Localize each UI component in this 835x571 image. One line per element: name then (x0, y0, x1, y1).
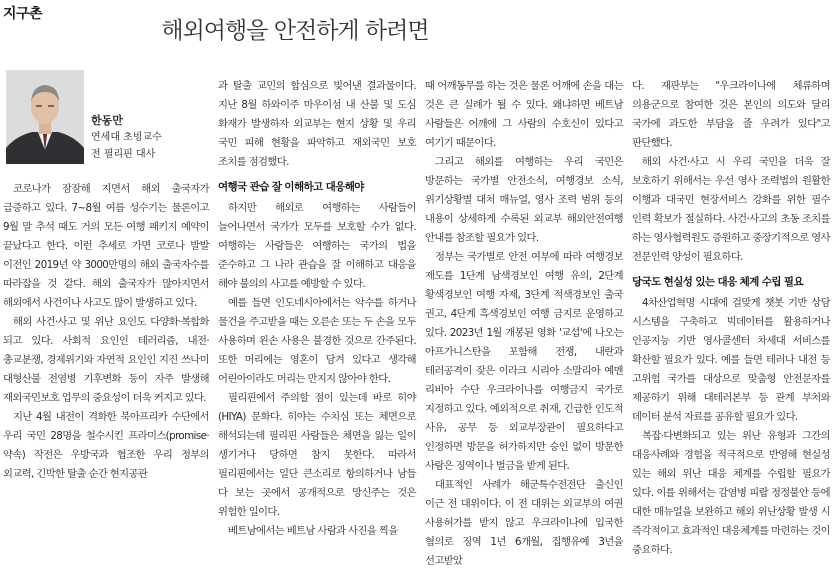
author-title-1: 연세대 초빙교수 (91, 132, 162, 143)
paragraph: 해외 사건·사고 및 위난 요인도 다양화·복합화 되고 있다. 사회적 요인인 테러리즘, 내전·총교분쟁, 경제위기와 자연적 요인인 지진 쓰나미 대형산불 전염병 기후변화 등이 자주 발생해 재외국민보호 업무의 중요성이 더욱 커지고 있다. (3, 316, 209, 404)
paragraph: 하지만 해외로 여행하는 사람들이 늘어나면서 국가가 모두를 보호할 수가 없다. 여행하는 사람들은 여행하는 국가의 법을 준수하고 그 나라 관습을 잘 이해하고 대응을 해야 불의의 사고를 예방할 수 있다. (218, 202, 416, 290)
paragraph: 그리고 해외를 여행하는 우리 국민은 방문하는 국가별 안전소식, 여행경보 소식, 위기상황별 대처 매뉴얼, 영사 조력 범위 등의 내용이 상세하게 수록된 외교부 해외안전여행 안내를 참조할 필요가 있다. (425, 156, 623, 244)
paragraph: 4차산업혁명 시대에 걸맞게 챗봇 기반 상담 시스템을 구축하고 빅데이터를 활용하거나 인공지능 기반 영사콜센터 차세대 서비스를 확산할 필요가 있다. 예를 들면 테러나 내전 등 고위험 국가를 대상으로 맞춤형 안전문자를 제공하기 위해 대테러본부 등 관계 부처와 데이터 분석 자료를 공유할 필요가 있다. (632, 297, 830, 423)
column-3 (425, 77, 623, 567)
column-2 (218, 77, 416, 537)
paragraph: 정부는 국가별로 안전 여부에 따라 여행경보 제도를 1단계 남색경보인 여행 유의, 2단계 황색경보인 여행 자제, 3단계 적색경보인 출국 권고, 4단계 흑색경보인 여행 금지로 운영하고 있다. 2023년 1월 개봉된 영화 '교섭'에 나오는 아프가니스탄을 포함해 전쟁, 내란과 테러공격이 잦은 이라크 시리아 소말리아 예멘 리비아 수단 우크라이나를 여행금지 국가로 지정하고 있다. 예외적으로 취재, 긴급한 인도적 사유, 공무 등 외교부장관이 필요하다고 인정하면 방문을 허가하지만 승인 없이 방문한 사람은 징역이나 벌금을 받게 된다. (425, 251, 623, 472)
author-title-2: 전 필리핀 대사 (91, 149, 156, 160)
paragraph: 해외 사건·사고 시 우리 국민을 더욱 잘 보호하기 위해서는 우선 영사 조력법의 원활한 이행과 대국민 현장서비스 강화를 위한 필수 인력 확보가 절실하다. 사건·사고의 초동 조치를 하는 영사협력원도 증원하고 중장기적으로 영사 전문인력 양성이 필요하다. (632, 156, 830, 263)
column-4 (632, 77, 830, 556)
paragraph: 과 탈출 교민의 합심으로 빚어낸 결과물이다. 지난 8월 하와이주 마우이섬 내 산불 및 도심 화재가 발생하자 외교부는 현지 상황 및 우리 국민 피해 현황을 파악하고 재외국민 보호 조치를 점검했다. (218, 80, 416, 168)
headline: 해외여행을 안전하게 하려면 (161, 18, 429, 44)
byline (91, 112, 162, 163)
subheading: 당국도 현실성 있는 대응 체계 수립 필요 (632, 276, 804, 288)
column-1 (3, 180, 209, 504)
author-name: 한동만 (91, 114, 123, 127)
subheading: 여행국 관습 잘 이해하고 대응해야 (218, 181, 364, 193)
paragraph: 다. 재판부는 "우크라이나에 체류하며 의용군으로 참여한 것은 본인의 의도와 달리 국가에 과도한 부담을 줄 우려가 있다"고 판단했다. (632, 80, 830, 149)
author-block (3, 70, 213, 170)
paragraph: 지난 4월 내전이 격화한 북아프리카 수단에서 우리 국민 28명을 철수시킨 프라미스(promise·약속) 작전은 우방국과 협조한 우리 정부의 외교력, 긴박한 탈출 순간 현지공관 (3, 411, 209, 480)
paragraph: 복잡·다변화되고 있는 위난 유형과 그간의 대응사례와 경험을 적극적으로 반영해 현실성 있는 해외 위난 대응 체계를 수립할 필요가 있다. 이를 위해서는 감염병 피랍 정정불안 등에 대한 매뉴얼을 보완하고 해외 위난상황 발생 시 즉각적이고 효과적인 대응체계를 마련하는 것이 중요하다. (632, 430, 830, 556)
author-photo (6, 70, 84, 164)
section-label: 지구촌 (3, 6, 43, 22)
paragraph: 베트남에서는 베트남 사람과 사진을 찍을 (228, 525, 398, 537)
paragraph: 때 어깨동무를 하는 것은 물론 어깨에 손을 대는 것은 큰 실례가 될 수 있다. 왜냐하면 베트남 사람들은 어깨에 그 사람의 수호신이 있다고 여기기 때문이다. (425, 80, 623, 149)
paragraph: 필리핀에서 주의할 점이 있는데 바로 히야(HIYA) 문화다. 히야는 수치심 또는 체면으로 해석되는데 필리핀 사람들은 체면을 잃는 일이 생기거나 당하면 참지 못한다. 따라서 필리핀에서는 일단 큰소리로 항의하거나 남들 다 보는 곳에서 공개적으로 망신주는 것은 위험한 일이다. (218, 392, 416, 518)
paragraph: 예를 들면 인도네시아에서는 악수를 하거나 물건을 주고받을 때는 오른손 또는 두 손을 모두 사용하며 왼손 사용은 불경한 것으로 간주된다. 또한 머리에는 영혼이 담겨 있다고 생각해 어린아이라도 머리는 만지지 않아야 한다. (218, 297, 416, 385)
paragraph: 코로나가 잠잠해 지면서 해외 출국자가 급증하고 있다. 7~8월 여름 성수기는 물론이고 9월 말 추석 때도 거의 모든 여행 패키지 예약이 끝났다고 한다. 이런 추세로 가면 코로나 발발 이전인 2019년 약 3000만명의 해외 출국자수를 따라잡을 것 같다. 해외 출국자가 많아지면서 해외에서 사건이나 사고도 많이 발생하고 있다. (3, 183, 209, 309)
paragraph: 대표적인 사례가 해군특수전전단 출신인 이근 전 대위이다. 이 전 대위는 외교부의 여권 사용허가를 받지 않고 우크라이나에 입국한 혐의로 징역 1년 6개월, 집행유예 3년을 선고받았 (425, 479, 623, 567)
